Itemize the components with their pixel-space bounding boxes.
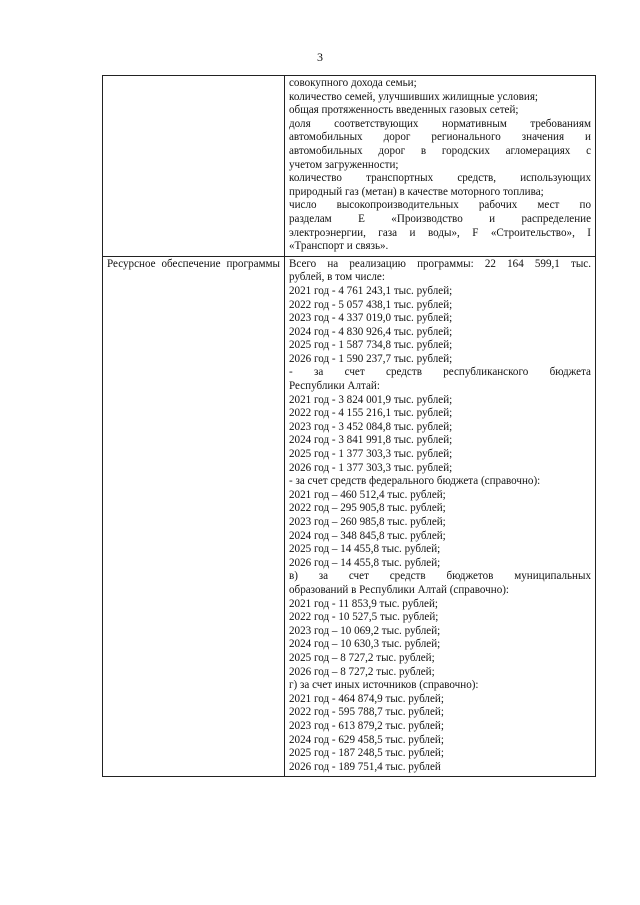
text-line: г) за счет иных источников (справочно): bbox=[289, 679, 479, 692]
text-line: количество транспортных средств, использующих bbox=[289, 172, 591, 185]
text-line: - за счет средств республиканского бюджета bbox=[289, 366, 591, 379]
text-line: Всего на реализацию программы: 22 164 599,1 тыс. bbox=[289, 257, 591, 270]
text-line: 2026 год - 1 377 303,3 тыс. рублей; bbox=[289, 461, 453, 474]
text-line: 2021 год - 3 824 001,9 тыс. рублей; bbox=[289, 393, 453, 406]
text-line: 2023 год - 4 337 019,0 тыс. рублей; bbox=[289, 312, 453, 325]
text-line: число высокопроизводительных рабочих мест по bbox=[289, 199, 591, 212]
text-line: 2023 год - 3 452 084,8 тыс. рублей; bbox=[289, 420, 453, 433]
text-line: образований в Республики Алтай (справочно): bbox=[289, 583, 510, 596]
text-line: 2024 год - 4 830 926,4 тыс. рублей; bbox=[289, 325, 453, 338]
text-line: 2025 год – 14 455,8 тыс. рублей; bbox=[289, 543, 441, 556]
text-line: природный газ (метан) в качестве моторного топлива; bbox=[289, 185, 544, 198]
text-line: 2024 год - 629 458,5 тыс. рублей; bbox=[289, 733, 444, 746]
text-line: 2022 год - 4 155 216,1 тыс. рублей; bbox=[289, 407, 453, 420]
text-line: 2021 год – 460 512,4 тыс. рублей; bbox=[289, 488, 446, 501]
text-line: доля соответствующих нормативным требованиям bbox=[289, 117, 591, 130]
text-line: электроэнергии, газа и воды», F «Строительство», I bbox=[289, 226, 591, 239]
table-row bbox=[103, 256, 596, 777]
text-line: 2026 год - 1 590 237,7 тыс. рублей; bbox=[289, 352, 453, 365]
text-line: рублей, в том числе: bbox=[289, 271, 385, 284]
text-line: 2023 год – 10 069,2 тыс. рублей; bbox=[289, 624, 441, 637]
text-line: «Транспорт и связь». bbox=[289, 240, 389, 253]
program-passport-table bbox=[102, 75, 596, 777]
text-line: 2024 год – 10 630,3 тыс. рублей; bbox=[289, 638, 441, 651]
text-line: учетом загруженности; bbox=[289, 158, 399, 171]
text-line: 2022 год - 10 527,5 тыс. рублей; bbox=[289, 611, 439, 624]
text-line: 2021 год - 4 761 243,1 тыс. рублей; bbox=[289, 284, 453, 297]
row-label-cell bbox=[103, 76, 285, 257]
text-line: 2022 год - 595 788,7 тыс. рублей; bbox=[289, 706, 444, 719]
text-line: разделам Е «Производство и распределение bbox=[289, 212, 591, 225]
text-line: 2025 год - 1 587 734,8 тыс. рублей; bbox=[289, 339, 453, 352]
text-line: Республики Алтай: bbox=[289, 380, 380, 393]
text-line: 2023 год – 260 985,8 тыс. рублей; bbox=[289, 516, 446, 528]
text-line: 2021 год - 464 874,9 тыс. рублей; bbox=[289, 692, 444, 705]
text-line: - за счет средств федерального бюджета (справочно): bbox=[289, 475, 541, 488]
text-line: 2026 год – 8 727,2 тыс. рублей; bbox=[289, 665, 435, 678]
text-line: 2026 год - 189 751,4 тыс. рублей bbox=[289, 760, 441, 773]
text-line: совокупного дохода семьи; bbox=[289, 77, 417, 89]
text-line: в) за счет средств бюджетов муниципальных bbox=[289, 570, 591, 583]
text-line: автомобильных дорог в городских агломерациях с bbox=[289, 144, 591, 157]
text-line: 2022 год - 5 057 438,1 тыс. рублей; bbox=[289, 298, 453, 311]
resource-value-cell bbox=[285, 256, 596, 777]
text-line: 2025 год - 1 377 303,3 тыс. рублей; bbox=[289, 448, 453, 461]
text-line: 2025 год – 8 727,2 тыс. рублей; bbox=[289, 651, 435, 664]
text-line: 2024 год – 348 845,8 тыс. рублей; bbox=[289, 529, 446, 542]
indicators-cell bbox=[285, 76, 596, 257]
text-line: 2025 год - 187 248,5 тыс. рублей; bbox=[289, 747, 444, 760]
text-line: 2026 год – 14 455,8 тыс. рублей; bbox=[289, 556, 441, 569]
text-line: 2022 год – 295 905,8 тыс. рублей; bbox=[289, 502, 446, 515]
text-line: 2023 год - 613 879,2 тыс. рублей; bbox=[289, 719, 444, 732]
resource-label-cell: Ресурсное обеспечение программы bbox=[103, 256, 285, 777]
text-line: автомобильных дорог регионального значения и bbox=[289, 131, 591, 144]
text-line: общая протяженность введенных газовых сетей; bbox=[289, 104, 519, 117]
table-row bbox=[103, 76, 596, 257]
page-number: 3 bbox=[317, 50, 323, 64]
text-line: 2021 год - 11 853,9 тыс. рублей; bbox=[289, 597, 438, 610]
text-line: количество семей, улучшивших жилищные условия; bbox=[289, 90, 539, 103]
text-line: 2024 год - 3 841 991,8 тыс. рублей; bbox=[289, 434, 453, 447]
